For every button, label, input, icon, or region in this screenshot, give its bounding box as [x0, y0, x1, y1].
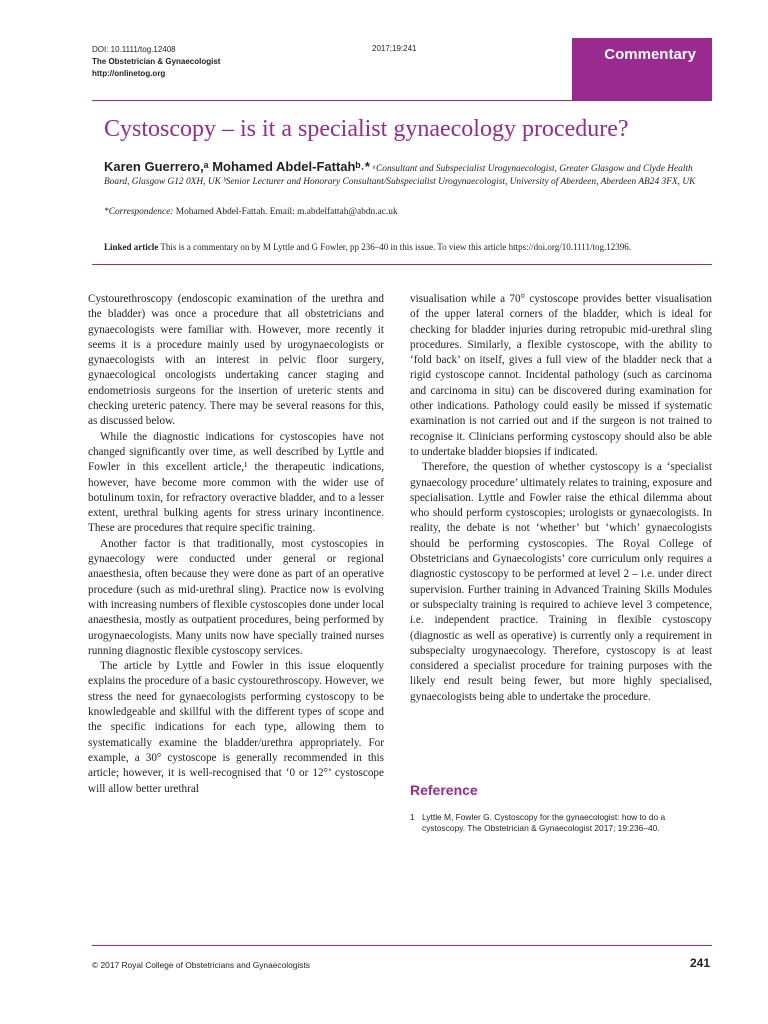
correspondence-text[interactable]: Mohamed Abdel-Fattah. Email: m.abdelfattah@abdn.ac.uk: [173, 207, 398, 217]
section-banner: [572, 38, 712, 100]
author-block: [104, 161, 716, 188]
journal-url[interactable]: http://onlinetog.org: [92, 69, 166, 78]
paragraph: Another factor is that traditionally, most cystoscopies in gynaecology were conducted under general or regional anaesthesia, often because they were done as part of an operative procedure (such as mid-urethral sling). Practice now is evolving with increasing numbers of flexible cystoscopies done under local anaesthesia, mostly as outpatient procedures, being performed by urogynaecologists. Many units now have specially trained nurses running diagnostic flexible cystoscopy services.: [88, 537, 384, 657]
linked-article-text[interactable]: This is a commentary on by M Lyttle and G Fowler, pp 236–40 in this issue. To view this article https://doi.org/10.1111/tog.12396.: [158, 242, 631, 252]
header-meta: [92, 44, 220, 80]
linked-article: [104, 242, 724, 252]
journal-name: The Obstetrician & Gynaecologist: [92, 57, 221, 66]
correspondence-label: *Correspondence:: [104, 207, 174, 217]
copyright: © 2017 Royal College of Obstetricians and Gynaecologists: [92, 960, 310, 970]
paragraph: visualisation while a 70° cystoscope provides better visualisation of the upper lateral corners of the bladder, which is ideal for checking for bladder injuries during retropubic mid-urethral sling procedures. Similarly, a flexible cystoscope, with the ability to ‘fold back’ on itself, gives a full view of the bladder neck that a rigid cystoscope cannot. Incidental pathology (such as carcinoma and carcinoma in situ) can be discovered during examination for other indications. Pathology could easily be missed if systematic examination is not carried out and if the surgeon is not trained to recognise it. Clinicians performing cystoscopy should also be able to undertake bladder biopsies if indicated.: [410, 293, 712, 458]
paragraph: Therefore, the question of whether cystoscopy is a ‘specialist gynaecology procedure’ ultimately relates to training, exposure and specialisation. Lyttle and Fowler raise the ethical dilemma about who should perform cystoscopies; urologists or gynaecologists. In reality, the debate is not ‘whether’ but ‘which’ gynaecologists should be performing cystoscopies. The Royal College of Obstetricians and Gynaecologists’ core curriculum only requires a diagnostic cystoscopy to be performed at level 2 – i.e. under direct supervision. Further training in Advanced Training Skills Modules or subspecialty training is required to achieve level 3 competence, i.e. independent practice. Training in flexible cystoscopy (diagnostic as well as operative) is currently only a requirement in subspecialty urogynaecology. Therefore, cystoscopy is at least considered a specialist procedure for training purposes with the likely end result being fewer, but more highly specialised, gynaecologists being able to undertake the procedure.: [410, 461, 712, 703]
reference-item[interactable]: [410, 812, 712, 834]
doi[interactable]: DOI: 10.1111/tog.12408: [92, 45, 176, 54]
header-divider: [92, 100, 712, 101]
author-affiliations: ᵃConsultant and Subspecialist Urogynaecologist, Greater Glasgow and Clyde Health Board, Glasgow G12 0XH, UK ᵇSenior Lecturer and Honorary Consultant/Subspecialist Urogynaecologist, University of Aberdeen, Aberdeen AB24 3FX, UK: [104, 164, 696, 187]
body-column-right: [410, 292, 712, 705]
body-column-left: [88, 292, 384, 797]
page-number: 241: [689, 956, 710, 970]
footer-divider: [92, 945, 712, 946]
reference-text: Lyttle M, Fowler G. Cystoscopy for the gynaecologist: how to do a cystoscopy. The Obstetrician & Gynaecologist 2017; 19:236–40.: [422, 812, 666, 833]
author-names: Karen Guerrero,ᵃ Mohamed Abdel-Fattahᵇ˒*: [104, 159, 370, 174]
paragraph: Cystourethroscopy (endoscopic examination of the urethra and the bladder) was once a procedure that all obstetricians and gynaecologists were familiar with. However, more recently it seems it is a procedure mainly used by urogynaecologists or gynaecologists with an interest in pelvic floor surgery, gynaecological oncologists undertaking cancer staging and endometriosis surgeons for the insertion of ureteric stents and checking ureteric patency. There may be several reasons for this, as discussed below.: [88, 293, 384, 428]
reference-number: 1: [410, 812, 415, 822]
linked-article-label: Linked article: [104, 242, 159, 252]
paragraph: While the diagnostic indications for cystoscopies have not changed significantly over time, as well described by Lyttle and Fowler in this excellent article,¹ the therapeutic indications, however, have become more common with the wider use of botulinum toxin, for refractory overactive bladder, and to a lesser extent, urethral bulking agents for stress urinary incontinence. These are procedures that require specific training.: [88, 430, 384, 535]
section-label: Commentary: [604, 46, 696, 63]
reference-heading: Reference: [410, 782, 478, 798]
paragraph: The article by Lyttle and Fowler in this issue eloquently explains the procedure of a basic cystourethroscopy. However, we stress the need for gynaecologists performing cystoscopy to be knowledgeable and skillful with the different types of scope and the specific indications for each type, allowing them to systematically examine the bladder/urethra appropriately. For example, a 30° cystoscope is generally recommended in this article; however, it is well-recognised that ‘0 or 12°’ cystoscope will allow better urethral: [88, 660, 384, 795]
correspondence: [104, 207, 704, 217]
section-divider: [92, 264, 712, 265]
article-title: Cystoscopy – is it a specialist gynaecology procedure?: [104, 116, 629, 142]
issue-info: 2017;19:241: [372, 44, 417, 53]
